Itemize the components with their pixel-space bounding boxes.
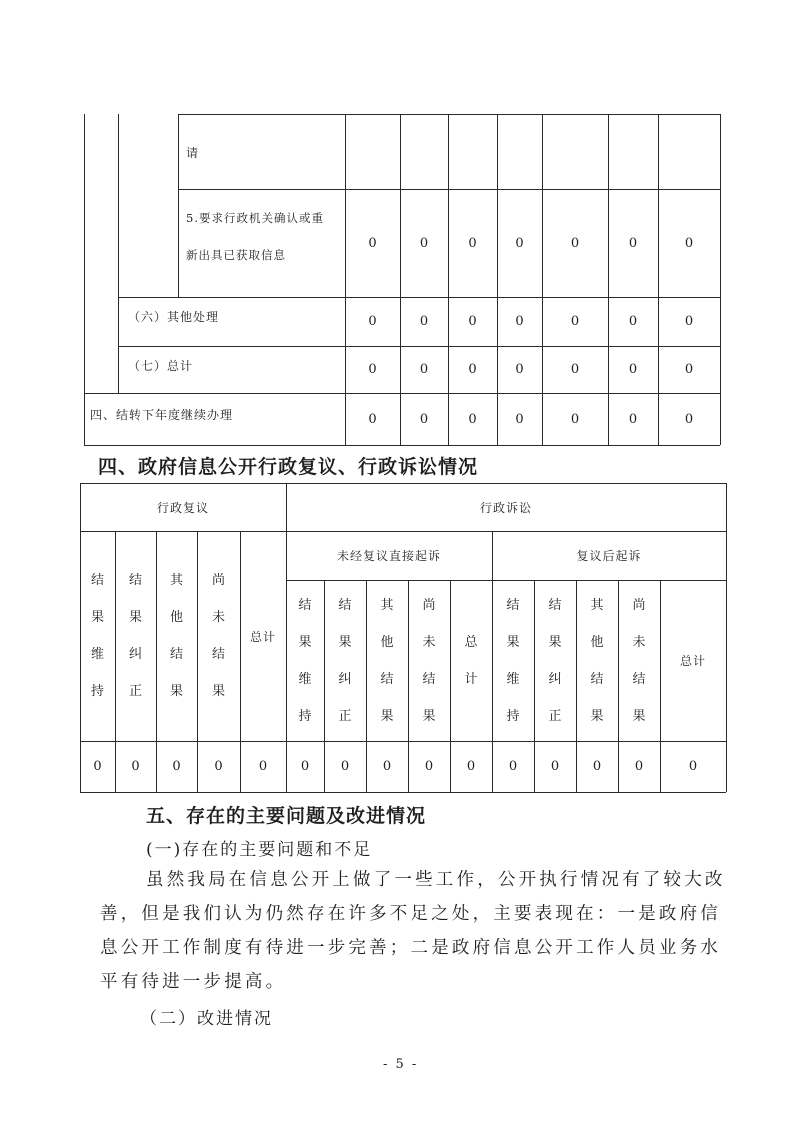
table-cell: 0 — [468, 362, 477, 377]
table-cell: 0 — [340, 759, 350, 774]
table-cell: 0 — [258, 759, 268, 774]
table-cell: 0 — [684, 235, 694, 251]
header-suit-after-reconsideration: 复议后起诉 — [576, 549, 642, 563]
table-cell: 0 — [468, 411, 477, 427]
table-cell: 0 — [570, 362, 580, 377]
table-cell: 0 — [368, 411, 377, 427]
table-cell: 0 — [424, 759, 434, 774]
col-header-total: 总计 — [679, 654, 706, 668]
paragraph-line: 息公开工作制度有待进一步完善；二是政府信息公开工作人员业务水 — [100, 938, 721, 958]
table-cell: 0 — [368, 362, 377, 377]
col-header-pending: 尚 未 结 果 — [422, 597, 436, 724]
table-cell: 0 — [684, 362, 694, 377]
table-cell: 0 — [628, 411, 638, 427]
table-cell: 0 — [93, 759, 102, 774]
col-header-pending: 尚 未 结 果 — [632, 597, 646, 724]
col-header-maintained: 结 果 维 持 — [298, 597, 312, 724]
table-cell: 0 — [570, 411, 580, 427]
table-cell: 0 — [515, 314, 524, 329]
table-cell: 0 — [468, 314, 477, 329]
col-header-corrected: 结 果 纠 正 — [128, 573, 142, 699]
table-cell: 0 — [688, 759, 698, 774]
table-cell: 0 — [300, 759, 310, 774]
table-cell: 0 — [684, 411, 694, 427]
row-label-reconfirm-line2: 新出具已获取信息 — [186, 248, 286, 262]
col-header-other: 其 他 结 果 — [380, 597, 394, 724]
table-cell: 0 — [368, 235, 377, 251]
table-cell: 0 — [515, 362, 524, 377]
col-header-other: 其 他 结 果 — [169, 573, 183, 699]
table-cell: 0 — [634, 759, 644, 774]
table-cell: 0 — [131, 759, 140, 774]
section-heading-problems-improvements: 五、存在的主要问题及改进情况 — [146, 805, 427, 827]
col-header-total: 总计 — [249, 629, 276, 644]
row-label-carry-over: 四、结转下年度继续办理 — [90, 408, 234, 422]
col-header-corrected: 结 果 纠 正 — [548, 597, 562, 724]
paragraph-line: 平有待进一步提高。 — [100, 972, 287, 992]
header-direct-suit: 未经复议直接起诉 — [336, 549, 441, 563]
row-label-request-continued: 请 — [186, 146, 200, 160]
paragraph-line: 善，但是我们认为仍然存在许多不足之处，主要表现在：一是政府信 — [100, 904, 721, 924]
table-cell: 0 — [368, 314, 377, 329]
row-label-reconfirm-line1: 5.要求行政机关确认或重 — [186, 211, 324, 225]
table-cell: 0 — [550, 759, 560, 774]
table-cell: 0 — [468, 235, 477, 251]
table-cell: 0 — [419, 314, 429, 329]
col-header-maintained: 结 果 维 持 — [90, 573, 104, 699]
table-cell: 0 — [684, 314, 694, 329]
header-administrative-litigation: 行政诉讼 — [479, 500, 532, 515]
table-cell: 0 — [382, 759, 392, 774]
table-cell: 0 — [466, 759, 476, 774]
table-cell: 0 — [592, 759, 602, 774]
table-cell: 0 — [515, 411, 524, 427]
table-cell: 0 — [628, 235, 638, 251]
col-header-corrected: 结 果 纠 正 — [338, 597, 352, 724]
table-cell: 0 — [628, 314, 638, 329]
table-cell: 0 — [419, 411, 429, 427]
table-cell: 0 — [508, 759, 518, 774]
col-header-other: 其 他 结 果 — [590, 597, 604, 724]
table-cell: 0 — [214, 759, 223, 774]
col-header-total: 总 计 — [464, 634, 478, 687]
section-heading-review-litigation: 四、政府信息公开行政复议、行政诉讼情况 — [98, 456, 479, 478]
col-header-maintained: 结 果 维 持 — [506, 597, 520, 724]
table-cell: 0 — [628, 362, 638, 377]
row-label-other-handling: （六）其他处理 — [128, 310, 220, 324]
col-header-pending: 尚 未 结 果 — [211, 573, 225, 699]
table-cell: 0 — [570, 314, 580, 329]
table-cell: 0 — [419, 362, 429, 377]
row-label-total: （七）总计 — [128, 359, 194, 373]
table-cell: 0 — [172, 759, 181, 774]
subheading-main-problems: (一)存在的主要问题和不足 — [146, 840, 373, 860]
table-cell: 0 — [570, 235, 580, 251]
table-cell: 0 — [515, 235, 524, 251]
table-cell: 0 — [419, 235, 429, 251]
page-number: - 5 - — [383, 1057, 419, 1072]
paragraph-line: 虽然我局在信息公开上做了一些工作，公开执行情况有了较大改 — [146, 870, 726, 890]
subheading-improvements: （二）改进情况 — [140, 1009, 273, 1029]
header-administrative-reconsideration: 行政复议 — [156, 500, 209, 515]
